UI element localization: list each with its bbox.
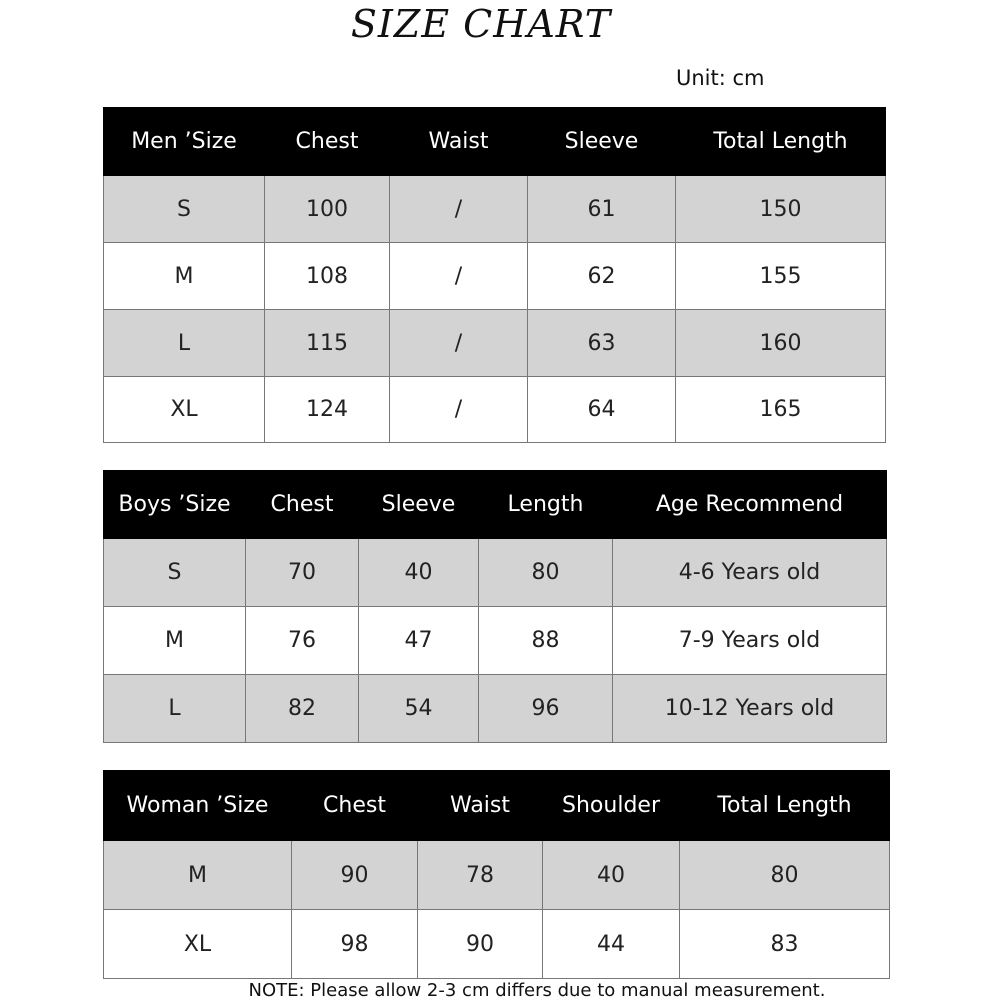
table-cell: 61 [528, 176, 676, 243]
table-cell: 82 [246, 675, 359, 743]
men-size-table [103, 107, 886, 443]
table-cell: / [390, 176, 528, 243]
table-row [104, 910, 890, 979]
woman-header-waist: Waist [418, 771, 543, 841]
men-header-sleeve: Sleeve [528, 108, 676, 176]
table-cell: 100 [265, 176, 390, 243]
table-cell: M [104, 607, 246, 675]
table-cell: 63 [528, 310, 676, 377]
woman-header-shoulder: Shoulder [543, 771, 680, 841]
table-cell: L [104, 310, 265, 377]
men-header-row [104, 108, 886, 176]
table-cell: 160 [676, 310, 886, 377]
boys-header-row [104, 471, 887, 539]
unit-label: Unit: cm [676, 66, 765, 90]
table-cell: 108 [265, 243, 390, 310]
table-cell: 7-9 Years old [613, 607, 887, 675]
woman-header-chest: Chest [292, 771, 418, 841]
table-cell: / [390, 377, 528, 443]
table-cell: 40 [359, 539, 479, 607]
table-cell: M [104, 841, 292, 910]
chart-title: SIZE CHART [350, 2, 612, 46]
table-cell: 96 [479, 675, 613, 743]
table-row [104, 841, 890, 910]
table-row [104, 310, 886, 377]
table-cell: 80 [680, 841, 890, 910]
table-cell: 150 [676, 176, 886, 243]
table-cell: 98 [292, 910, 418, 979]
table-cell: L [104, 675, 246, 743]
boys-size-table [103, 470, 887, 743]
table-cell: S [104, 176, 265, 243]
table-row [104, 176, 886, 243]
table-cell: / [390, 243, 528, 310]
table-cell: 64 [528, 377, 676, 443]
table-row [104, 377, 886, 443]
table-cell: 165 [676, 377, 886, 443]
men-header-total-length: Total Length [676, 108, 886, 176]
table-row [104, 539, 887, 607]
table-row [104, 607, 887, 675]
table-cell: 90 [292, 841, 418, 910]
table-cell: 115 [265, 310, 390, 377]
table-cell: 70 [246, 539, 359, 607]
table-cell: 124 [265, 377, 390, 443]
woman-header-row [104, 771, 890, 841]
table-cell: 80 [479, 539, 613, 607]
table-cell: XL [104, 910, 292, 979]
boys-header-sleeve: Sleeve [359, 471, 479, 539]
table-cell: 76 [246, 607, 359, 675]
table-cell: / [390, 310, 528, 377]
measurement-note: NOTE: Please allow 2-3 cm differs due to manual measurement. [248, 980, 826, 1001]
table-cell: 155 [676, 243, 886, 310]
table-cell: 40 [543, 841, 680, 910]
boys-header-age-recommend: Age Recommend [613, 471, 887, 539]
table-cell: 90 [418, 910, 543, 979]
woman-header-size: Woman ’Size [104, 771, 292, 841]
table-cell: 83 [680, 910, 890, 979]
woman-header-total-length: Total Length [680, 771, 890, 841]
boys-header-size: Boys ’Size [104, 471, 246, 539]
boys-header-chest: Chest [246, 471, 359, 539]
table-cell: 47 [359, 607, 479, 675]
table-row [104, 243, 886, 310]
table-row [104, 675, 887, 743]
table-cell: 62 [528, 243, 676, 310]
table-cell: S [104, 539, 246, 607]
boys-header-length: Length [479, 471, 613, 539]
table-cell: 78 [418, 841, 543, 910]
table-cell: 54 [359, 675, 479, 743]
table-cell: M [104, 243, 265, 310]
woman-size-table [103, 770, 890, 979]
men-header-waist: Waist [390, 108, 528, 176]
men-header-chest: Chest [265, 108, 390, 176]
table-cell: 10-12 Years old [613, 675, 887, 743]
table-cell: 88 [479, 607, 613, 675]
table-cell: 44 [543, 910, 680, 979]
table-cell: XL [104, 377, 265, 443]
men-header-size: Men ’Size [104, 108, 265, 176]
table-cell: 4-6 Years old [613, 539, 887, 607]
